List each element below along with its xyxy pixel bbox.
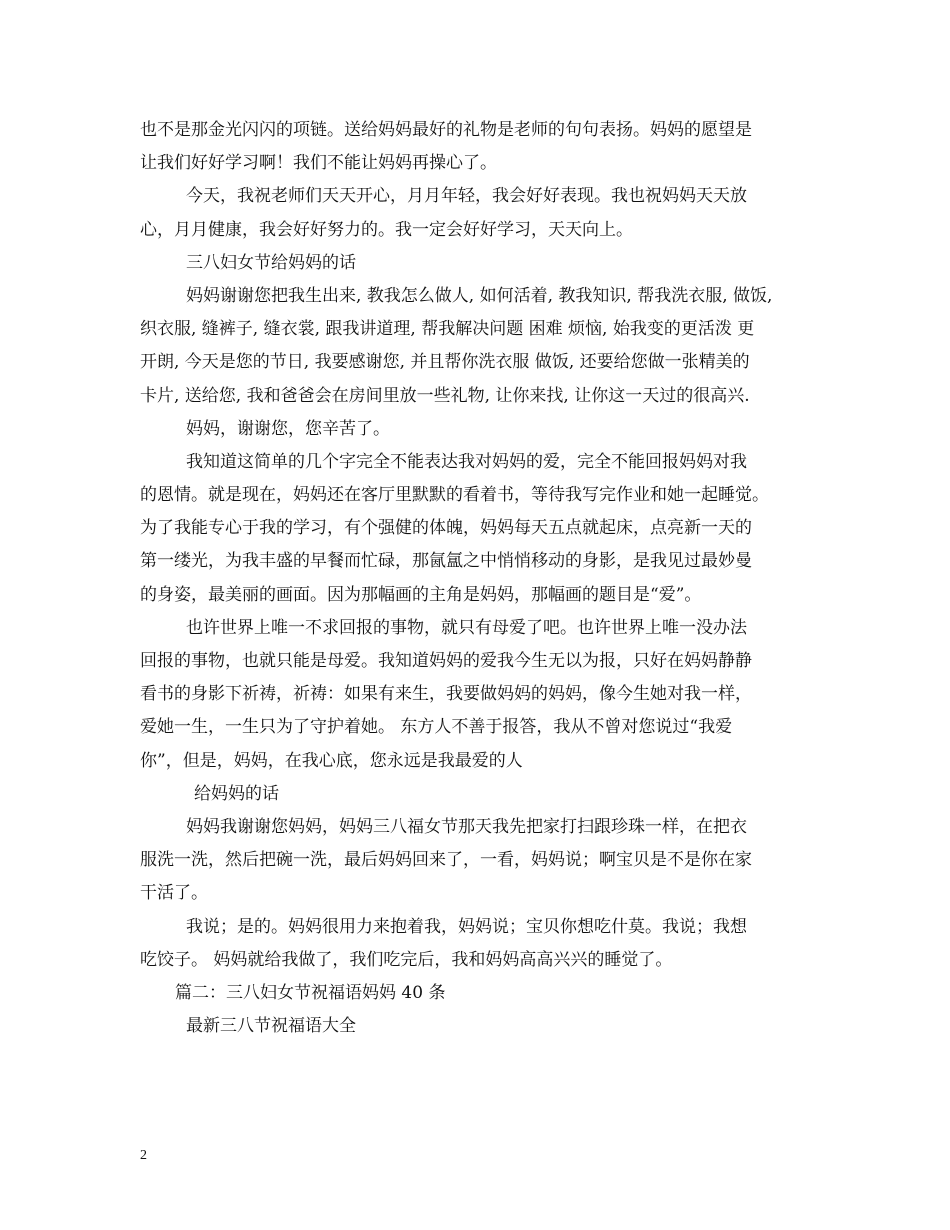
text-line: 我说；是的。妈妈很用力来抱着我，妈妈说；宝贝你想吃什莫。我说；我想 bbox=[186, 916, 747, 937]
text-line: 妈妈谢谢您把我生出来, 教我怎么做人, 如何活着, 教我知识, 帮我洗衣服, 做饭, bbox=[186, 285, 773, 306]
text-line: 心，月月健康，我会好好努力的。我一定会好好学习，天天向上。 bbox=[140, 219, 633, 240]
text-line: 也许世界上唯一不求回报的事物，就只有母爱了吧。也许世界上唯一没办法 bbox=[186, 617, 747, 638]
text-line: 卡片, 送给您, 我和爸爸会在房间里放一些礼物, 让你来找, 让你这一天过的很高兴. bbox=[140, 385, 750, 406]
text-line: 的恩情。就是现在，妈妈还在客厅里默默的看着书，等待我写完作业和她一起睡觉。 bbox=[140, 485, 769, 506]
section-heading: 最新三八节祝福语大全 bbox=[186, 1016, 356, 1037]
text-line: 妈妈我谢谢您妈妈，妈妈三八福女节那天我先把家打扫跟珍珠一样，在把衣 bbox=[186, 816, 747, 837]
text-line: 也不是那金光闪闪的项链。送给妈妈最好的礼物是老师的句句表扬。妈妈的愿望是 bbox=[140, 120, 752, 140]
page-number: 2 bbox=[140, 1148, 147, 1163]
section-heading: 篇二：三八妇女节祝福语妈妈 40 条 bbox=[175, 982, 446, 1003]
text-line: 我知道这简单的几个字完全不能表达我对妈妈的爱，完全不能回报妈妈对我 bbox=[186, 451, 747, 472]
text-line: 干活了。 bbox=[140, 883, 208, 904]
text-line: 织衣服, 缝裤子, 缝衣裳, 跟我讲道理, 帮我解决问题 困难 烦恼, 始我变的更活泼 更 bbox=[140, 319, 755, 340]
text-line: 妈妈，谢谢您，您辛苦了。 bbox=[186, 418, 390, 439]
document-body bbox=[140, 114, 830, 1043]
text-line: 的身姿，最美丽的画面。因为那幅画的主角是妈妈，那幅画的题目是“爱”。 bbox=[140, 584, 702, 605]
section-heading: 三八妇女节给妈妈的话 bbox=[186, 252, 356, 273]
text-line: 回报的事物，也就只能是母爱。我知道妈妈的爱我今生无以为报，只好在妈妈静静 bbox=[140, 651, 752, 671]
text-line: 开朗, 今天是您的节日, 我要感谢您, 并且帮你洗衣服 做饭, 还要给您做一张精美的 bbox=[140, 352, 750, 373]
text-line: 第一缕光，为我丰盛的早餐而忙碌，那氤氲之中悄悄移动的身影，是我见过最妙曼 bbox=[140, 551, 752, 572]
text-line: 看书的身影下祈祷，祈祷：如果有来生，我要做妈妈的妈妈，像今生她对我一样， bbox=[140, 684, 752, 705]
text-line: 服洗一洗，然后把碗一洗，最后妈妈回来了，一看，妈妈说；啊宝贝是不是你在家 bbox=[140, 850, 752, 871]
text-line: 今天，我祝老师们天天开心，月月年轻，我会好好表现。我也祝妈妈天天放 bbox=[186, 186, 747, 207]
text-line: 你”，但是，妈妈，在我心底，您永远是我最爱的人 bbox=[140, 750, 523, 771]
text-line: 为了我能专心于我的学习，有个强健的体魄，妈妈每天五点就起床，点亮新一天的 bbox=[140, 518, 752, 539]
text-line: 爱她一生，一生只为了守护着她。 东方人不善于报答，我从不曾对您说过“我爱 bbox=[140, 717, 733, 738]
text-line: 让我们好好学习啊！我们不能让妈妈再操心了。 bbox=[140, 153, 497, 174]
text-line: 吃饺子。 妈妈就给我做了，我们吃完后，我和妈妈高高兴兴的睡觉了。 bbox=[140, 949, 673, 970]
section-heading: 给妈妈的话 bbox=[194, 783, 279, 804]
